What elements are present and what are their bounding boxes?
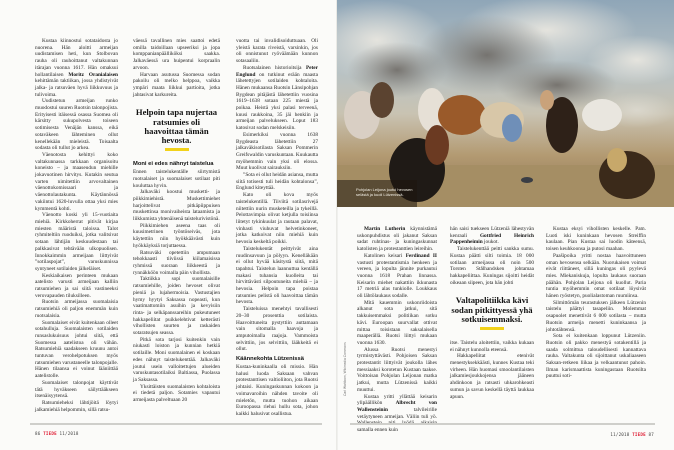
article-paragraph xyxy=(35,38,118,98)
article-paragraph xyxy=(133,169,220,189)
magazine-brand: TIEDE xyxy=(43,431,57,436)
article-paragraph xyxy=(35,98,118,152)
paragraph-text: Mitä kauemmin uskonriidoista alkanut sota jatkui, sitä takkuisemmaksi politiikan sotku kävi. Euroopan suurvallat ottivat mittaa toisistaan saksalaisella maaperällä. Ruotsi liittyi mukaan vuonna 1630. xyxy=(357,299,437,346)
article-paragraph xyxy=(450,353,534,400)
left-column-3 xyxy=(236,38,318,418)
article-paragraph xyxy=(546,253,646,300)
article-paragraph xyxy=(35,299,118,319)
paragraph-text: Taktiikka sopi suomalaisille ratsumiehille, joiden hevoset olivat pieniä ja lujahermoisia. Vastustajien hymy hyytyi Saksassa nopeasti, kun vaatimattomiin asuihin ja kevyisiin rinta- ja selkäpanssareihin pukeutuneet hakkapeliitat puikkelehtivat ketterästi vihollisten suurten ja raskaiden sotaratsujen seassa. xyxy=(133,276,220,337)
bold-name: Peter Englund xyxy=(236,64,318,78)
article-paragraph xyxy=(450,246,534,286)
article-paragraph xyxy=(236,192,318,246)
paragraph-text: Paašipoika yritti nostaa haavoittuneen oman hevosensa selkään. Nuorukaisen voimat eivät riittäneet, sillä kuningas oli pyylevä mies. Miekaniskuja, lopulta laukaus suoraan päähän. Pohjolan Leijona oli kuollut. Paria tuntia myöhemmin omat sotilaat löysivät hänen ryöstetyn, puolialastoman ruumiinsa. xyxy=(546,252,646,300)
left-page-footer xyxy=(35,431,79,436)
article-paragraph xyxy=(35,273,118,300)
paragraph-text: Väenotto koski yli 15-vuotiaita miehiä. Kirkkoherrat pitivät kirjaa miesten määristä taloissa. Talot ryhmiteltiin ruoduiksi, jotka valitsivat sotaan lähtijän keskuudestaan tai palkkasivat tehtävään ulkopuolisen. Innokkaimmin armeijaan liittyivät ”sotilaspojat”, varuskunnissa syntyneet sotilaiden jälkeläiset. xyxy=(35,212,118,272)
article-paragraph xyxy=(546,226,646,253)
bold-name: Albrecht von Wallensteinin xyxy=(357,400,437,413)
article-paragraph xyxy=(236,65,318,132)
article-paragraph xyxy=(236,38,318,65)
article-paragraph xyxy=(133,223,220,250)
right-column-1 xyxy=(357,226,437,434)
paragraph-text: Hakkapeliitat etenivät menestyksekkäästi, kunnes Kustaa teki virheen. Hän huomasi smoolantilaisten jalkamiesjoukkojensa jääneen ahdinkoon ja ratsasti uhkarohkeasti sumun ja savun keskellä täyttä laukkaa apuun. xyxy=(450,353,534,400)
article-paragraph xyxy=(35,212,118,272)
paragraph-text: käynnistämä uskonpuhdistus oli jakanut Saksan sadat ruhtinas- ja kuningaskunnat katolisten ja protestanttien leireihin. xyxy=(357,226,437,253)
section-subheading: Moni ei edes nähnyt taistelua xyxy=(133,161,214,168)
article-paragraph xyxy=(357,394,437,434)
bold-name: Moritz Oranialaisen xyxy=(68,71,118,78)
battle-painting-image xyxy=(337,0,674,207)
paragraph-text: Uudistetun armeijan runko muodostui suuren Ruotsin talonpojista. Erityisesti itäisessä osassa Suomea oli kärsitty sukupolvesta toiseen sotimisesta Venäjän kanssa, eikä sotaväkeen lähteminen ollut kenellekään mieleistä. Toisaalta sodasta oli tullut jo arkea. xyxy=(35,98,118,152)
paragraph-text: Taisteluissa menehtyi tavallisesti 20–30 prosenttia sotilaista. Haavoittuneita pystyttiin auttamaan vain sitomalla haavoja ja amputoimalla raajoja. Vammoista selvittiin, jos selvittiin, lääkkeitä ei ollut. xyxy=(236,306,318,353)
article-paragraph xyxy=(236,172,318,192)
left-column-2 xyxy=(133,38,220,404)
magazine-brand: TIEDE xyxy=(632,432,646,437)
left-column-1 xyxy=(35,38,118,413)
paragraph-text: Ennen taistelukentälle siirtymistä ruotsalaiset ja suomalaiset sotilaat piti kouluttaa hyvin. xyxy=(133,169,220,189)
paragraph-text: Esimerkiksi vuonna 1638 Bygdeasta lähetettiin 27 jalkaväkisotilasta Saksan Pommerin Greifswaldin varuskuntaan. Kuukautta myöhemmin vain yksi oli elossa. Muut kuolivat sairauksiin. xyxy=(236,131,318,172)
paragraph-text: Kustaa eksyi vihollisten keskelle. Pam. Luoti iski kuninkaan hevosen Streiffin kaulaan. Pian Kustaa sai luodin käteensä, toisen keuhkoonsa ja putosi maahan. xyxy=(546,226,646,253)
paragraph-text: ”Sota ei ollut heidän asiansa, mutta siitä totisesti tuli heidän kohtalonsa”, Englund kiteyttää. xyxy=(236,172,318,192)
article-paragraph xyxy=(133,337,220,384)
paragraph-text: on tutkinut erään maasta lähetettyjen sotilaiden kohtaloita. Hänen mukaansa Ruotsin Länsipohjan Bygdean pitäjästä lähetettiin vuosina 1619–1638 sotaan 225 miestä ja poikaa. Heistä yksi palasi terveenä, kuusi raukkoina, 35 jäi henkiin ja armeijan palvelukseen. Loput 183 katosivat sodan melskeisiin. xyxy=(236,71,318,132)
right-column-3 xyxy=(546,226,646,380)
section-subheading: Käännekohta Lützenissä xyxy=(236,356,304,363)
paragraph-text: Kustaa kiinnostui sotataidosta jo nuorena. Hän aloitti armeijan uudistamisen heti, kun Stolbovan rauha oli rauhoittanut valtakunnan itärajan vuonna 1617. Hän omaksui hollantilaisen xyxy=(35,38,118,78)
pull-quote-accent-bar xyxy=(165,148,189,151)
article-paragraph xyxy=(236,364,318,418)
left-footer-rule xyxy=(30,423,322,425)
paragraph-text: Harvaan asutussa Suomessa sodan pakoilu oli melko helppoa, vaikka ympäri maata liikkui partioita, jotka jahtasivat karkureita. xyxy=(133,71,220,98)
article-paragraph xyxy=(450,226,534,246)
article-paragraph xyxy=(35,400,118,413)
article-paragraph xyxy=(357,347,437,394)
paragraph-text: Ratsumieheksi lähtijöitä löytyi jalkamiehiä helpommin, sillä ratsu- xyxy=(35,399,118,413)
paragraph-text: Taistelukentät peittyivät aina ruudinsavuun ja pölyyn. Kenelläkään ei ollut hyvää käsitystä siitä, mitä tapahtui. Taistelun laannuttua kentällä makasi tuhansia kuolleita tai hirvittävästi silpoutuneita miehiä – ja hevosia. Helpoin tapa poistaa ratsumies pelistä oli haavoittaa tämän hevosta. xyxy=(236,245,318,306)
paragraph-text: Suomalaiset eivät kuitenkaan olleet sotahulluja. Suomalaisten sotilaiden runsaslukuisuus johtui siitä, että Suomessa aatelistoa oli vähän. Ratsumiehiä saadakseen kruunu antoi tuntuvan verohelpotuksen myös ratsumiehen varustaneelle talonpojalle. Hänen tilaansa ei voinut lääniittää aatelistolle. xyxy=(35,319,118,380)
article-paragraph xyxy=(133,189,220,223)
paragraph-text: Suomalaiset talonpojat käyttivät tätä hyväkseen säilyttääkseen itsenäisyytensä. xyxy=(35,379,118,400)
paragraph-text: Väenotosta kehittyi koko valtakunnassa tarkkaan organisoitu koneisto – ja maaseudun miehille jokavuotinen hirvitys. Kutakin seutua varten nimitettiin arvovaltainen väenottokomissaari ja väenottolautakunta. Käytännössä vakiintui 1620-luvulla ottaa yksi mies kymmentä kohti. xyxy=(35,151,118,212)
issue-number: 11/2018 xyxy=(59,431,79,436)
paragraph-text: vastusti protestantismia henkeen ja vereen, ja lopulta jännite purkautui vuonna 1618 Prahan linnassa. Keisarin miehet nakattiin ikkunasta 17 metriä alas tunkiolle. Loukkaus oli lähtölaukaus sodalle. xyxy=(357,259,437,300)
article-paragraph xyxy=(236,306,318,353)
paragraph-text: väessä tavallinen mies saattoi edetä omilla taidoillaan upseeriksi ja jopa komppanianpäälliköksi saakka. Jalkaväessä ura huipentui korpraalin arvoon. xyxy=(133,38,220,71)
article-paragraph xyxy=(133,72,220,99)
article-paragraph xyxy=(35,320,118,380)
image-credit: Carl Wahlbom, Wikimedia Commons xyxy=(343,342,347,396)
paragraph-text: Silmittömän teurastuksen jälkeen Lützenin taistelu päättyi tasapeliin. Molemmat osapuolet menettivät 6 000 sotilasta – mutta Ruotsin armeija menetti kuninkaansa ja johtotähtensä. xyxy=(546,299,646,333)
paragraph-text: itse. Taistelu aloitettiin, vaikka kukaan ei nähnyt kunnolla eteensä. xyxy=(450,339,534,353)
bold-name: Gottfried Heinrich Pappenheimin xyxy=(450,232,534,246)
article-paragraph xyxy=(357,226,437,253)
paragraph-text: Ruotsin armeijassa suomalaisia ratsumiehiä oli paljon enemmän kuin ruotsalaisia. xyxy=(35,299,118,319)
article-paragraph xyxy=(546,333,646,380)
paragraph-text: Kato oli kova myös taistelukentillä. Tiiviitä sotilasrivejä niitettiin nurin musketeilla ja tykeillä. Pelottavimpia olivat ketjulla toisiinsa liitetyt tykinkuulat ja rautaan palavat, vinhasti viuhuvat helvetinkoneet, jotka katkoivat niin miehiä kuin hevosia keskeltä poikki. xyxy=(236,192,318,246)
page-number: 87 xyxy=(648,432,654,437)
paragraph-text: Yksittäisten suomalaisten kohtaloista ei tiedetä paljon. Sotamies vapautui armeijasta palveltuaan 20 xyxy=(133,383,220,404)
pull-quote-accent-bar xyxy=(480,327,504,330)
article-paragraph xyxy=(450,340,534,353)
paragraph-text: Kustaa yritti yllättää keisarin ylipäällikön xyxy=(357,393,437,407)
issue-number: 11/2018 xyxy=(610,432,630,437)
bold-name: Ferdinand II xyxy=(405,252,437,259)
paragraph-text: kehittämän taktiikan, jossa yhdistyivät jalka- ja ratsuväen hyvä liikkuvuus ja tulivoima. xyxy=(35,78,118,98)
article-paragraph xyxy=(357,300,437,347)
paragraph-text: Keskiaikaisen perinteen mukaan aatelisto varusti armeijaan kalliin ratsumiehen ja sai siitä vastineeksi verovapauden tiluksilleen. xyxy=(35,272,118,299)
article-paragraph xyxy=(133,250,220,277)
article-paragraph xyxy=(546,300,646,334)
pull-quote: Helpoin tapa nujertaa ratsumies oli haavoittaa tämän hevosta. xyxy=(135,107,218,145)
right-column-2 xyxy=(450,226,534,400)
paragraph-text: Piikkimiehen aseena taas oli kuusimetrinen työntöseiväs, jota käytettiin niin hyökkäävästi kuin hyökkäyksiä torjuttaessa. xyxy=(133,222,220,249)
article-paragraph xyxy=(236,246,318,306)
paragraph-text: joukot. xyxy=(482,239,499,246)
paragraph-text: hän saisi tuekseen Lützeniä lähestyvän kenraali xyxy=(450,226,534,239)
paragraph-text: talvileirille vetäytyneen armeijan. Väliin tuli yö. samalla ennen kuin xyxy=(357,406,437,434)
paragraph-text: Alussa Ruotsi menestyi tyrmistyttävästi. Pohjoisen Saksan protestantit liittyivät joukolla lähes messiaaksi korotetun Kustaan taakse. Voittoisan Pohjolan Leijonan matka jatkui, mutta Lützenissä kaikki muuttui. xyxy=(357,346,437,393)
pull-quote: Valtapolitiikka kävi sodan pitkittyessä yhä sotkuisemmaksi. xyxy=(451,295,533,324)
article-paragraph xyxy=(236,132,318,172)
right-page-footer xyxy=(610,432,654,437)
page-number: 86 xyxy=(35,431,41,436)
paragraph-text: vuotta tai invalidisoiduttuaan. Oli yleistä karata riveistä, varsinkin, jos oli onnistunut ryöväämään kunnon sotasaaliin. xyxy=(236,38,318,65)
paragraph-text: Ruotsalainen historioitsija xyxy=(243,64,306,71)
image-caption: Pohjolan Leijona joutui hevosen selästä ja kuoli Lützenissä. xyxy=(356,187,413,197)
paragraph-text: Katolinen keisari xyxy=(364,252,406,259)
right-footer-rule xyxy=(350,423,655,425)
paragraph-text: Ratsuväki opetettiin ampumaan tehokkaasti tiiviissä kiilamaisissa ryhmissä suoraan liikkeestä ja rynnäkköön voimalla päin vihollista. xyxy=(133,249,220,276)
article-paragraph xyxy=(357,253,437,300)
paragraph-text: Taistelukenttää peitti sankka sumu. Kustaa päätti silti toimia. 18 000 sotilaan armeijassa oli noin 500 Torsten Stålhandsken johtamaa hakkapeliittaa. Kuningas sijoitti heidät oikeaan siipeen, jota hän johti xyxy=(450,246,534,286)
paragraph-text: Pitkä sota tarjosi kuitenkin vain niukasti loiston ja kunnian hetkiä sotilaille. Moni suomalainen ei koskaan edes nähnyt taistelukenttää. Jalkaväki joutui usein valloitettujen alueiden varuskuntasotilaiksi Baltiassa, Puolassa ja Saksassa. xyxy=(133,336,220,383)
article-paragraph xyxy=(133,384,220,404)
paragraph-text: Jalkaväki koostui musketti- ja piikkimiehistä. Muskettimiehet harjoittelivat pitkäpiippuisen muskettinsa monivaiheista lataamista ja liikkumista yhtenäisenä taistelurivistönä. xyxy=(133,189,220,223)
article-paragraph xyxy=(35,380,118,400)
article-paragraph xyxy=(35,152,118,212)
bold-name: Martin Lutherin xyxy=(364,226,406,232)
paragraph-text: Kustaa-kuninkaalla oli missio. Hän halusi luoda Saksaan vahvan protestanttisen valtioliiton, jota Ruotsi johtaisi. Kuningaskunnan kokoon ja voimavaroihin nähden tavoite oli mieletön, mutta tuohon aikaan Euroopassa riehui hullu sota, johon kaikki halusivat osallistua. xyxy=(236,364,318,417)
article-paragraph xyxy=(133,276,220,336)
paragraph-text: Sota ei kuitenkaan loppunut Lützeniin. Ruotsin oli pakko menestyä sotakentillä ja saada solmittua taloudellisesti kannattava rauha. Valtakunta oli sijoittanut uskaliaaseen Saksan-retkeen liikaa ja velkaantunut pahoin. Ilman karismaattista kuningastaan Ruotsilta puuttui soti- xyxy=(546,333,646,380)
article-paragraph xyxy=(133,38,220,72)
